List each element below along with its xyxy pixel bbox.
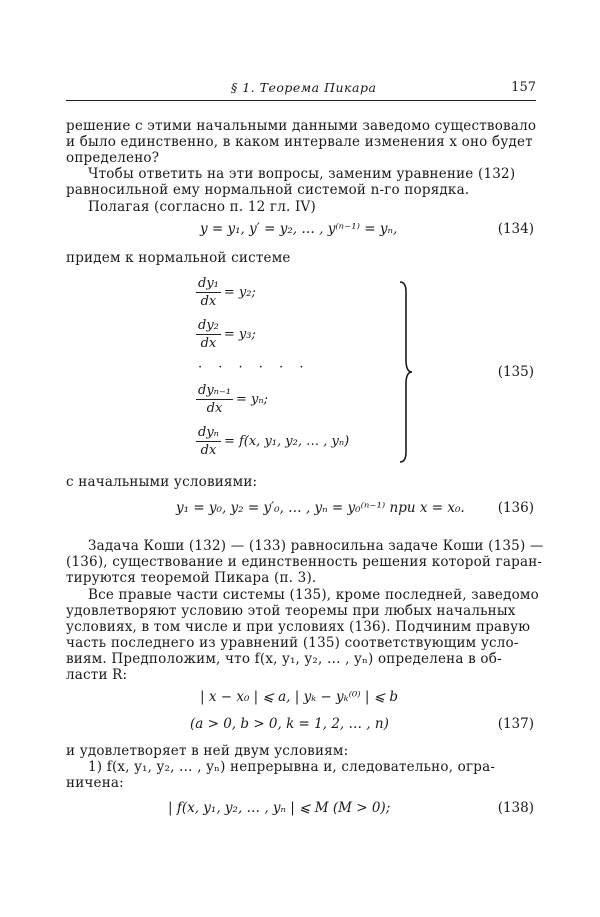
page-number: 157: [511, 80, 536, 95]
text-line: ничена:: [66, 775, 124, 791]
equation-number: (135): [497, 364, 534, 380]
ellipsis-row: · · · · · ·: [198, 360, 310, 375]
right-hand-side: = yₙ;: [236, 392, 269, 407]
text-line: виям. Предположим, что f(x, y₁, y₂, … , yₙ) определена в об-: [66, 651, 502, 667]
denominator: dx: [206, 401, 223, 416]
numerator: dy₂: [198, 318, 219, 333]
numerator: dyₙ₋₁: [198, 383, 232, 398]
text-line: с начальными условиями:: [66, 474, 258, 490]
text-line: Все правые части системы (135), кроме последней, заведомо: [88, 587, 539, 603]
right-hand-side: = y₂;: [223, 285, 256, 300]
text-line: Чтобы ответить на эти вопросы, заменим уравнение (132): [88, 166, 516, 182]
text-line: решение с этими начальными данными заведомо существовало: [66, 118, 537, 134]
fraction: [196, 425, 221, 458]
equation-number: (137): [497, 716, 534, 732]
text-line: определено?: [66, 150, 160, 166]
text-line: придем к нормальной системе: [66, 250, 291, 266]
equation-number: (138): [497, 800, 534, 816]
text-line: тируются теоремой Пикара (п. 3).: [66, 570, 317, 586]
system-row: [196, 318, 256, 351]
denominator: dx: [200, 336, 217, 351]
text-line: Задача Коши (132) — (133) равносильна задаче Коши (135) —: [88, 538, 544, 554]
section-title: § 1. Теорема Пикара: [231, 80, 377, 95]
text-line: 1) f(x, y₁, y₂, … , yₙ) непрерывна и, следовательно, огра-: [88, 759, 496, 775]
text-line: условиях, в том числе и при условиях (136). Подчиним правую: [66, 619, 531, 635]
text-line: и удовлетворяет в ней двум условиям:: [66, 743, 349, 759]
fraction: [196, 276, 221, 309]
text-line: удовлетворяют условию этой теоремы при любых начальных: [66, 603, 516, 619]
text-line: Полагая (согласно п. 12 гл. IV): [88, 199, 316, 215]
fraction: [196, 383, 233, 416]
text-line: ласти R:: [66, 667, 128, 683]
equation-number: (136): [497, 500, 534, 516]
numerator: dyₙ: [198, 425, 219, 440]
numerator: dy₁: [198, 276, 219, 291]
text-line: часть последнего из уравнений (135) соответствующим усло-: [66, 635, 519, 651]
right-brace: [396, 280, 416, 464]
denominator: dx: [200, 443, 217, 458]
right-hand-side: = y₃;: [223, 327, 256, 342]
fraction: [196, 318, 221, 351]
text-line: (136), существование и единственность решения которой гаран-: [66, 554, 543, 570]
text-line: и было единственно, в каком интервале изменения x оно будет: [66, 134, 533, 150]
equation-137-line2: (a > 0, b > 0, k = 1, 2, … , n): [190, 716, 389, 732]
system-row: [196, 276, 256, 309]
system-row: [196, 425, 349, 458]
running-header: [66, 78, 536, 101]
equation-134: y = y₁, y′ = y₂, … , y⁽ⁿ⁻¹⁾ = yₙ,: [200, 221, 398, 237]
equation-137-line1: | x − x₀ | ⩽ a, | yₖ − yₖ⁽⁰⁾ | ⩽ b: [200, 689, 398, 705]
equation-138: | f(x, y₁, y₂, … , yₙ | ⩽ M (M > 0);: [168, 800, 391, 816]
right-hand-side: = f(x, y₁, y₂, … , yₙ): [223, 434, 350, 449]
text-line: равносильной ему нормальной системой n-го порядка.: [66, 182, 470, 198]
denominator: dx: [200, 294, 217, 309]
system-row: [196, 383, 268, 416]
equation-136: y₁ = y₀, y₂ = y′₀, … , yₙ = y₀⁽ⁿ⁻¹⁾ при x = x₀.: [176, 500, 465, 516]
equation-number: (134): [497, 221, 534, 237]
